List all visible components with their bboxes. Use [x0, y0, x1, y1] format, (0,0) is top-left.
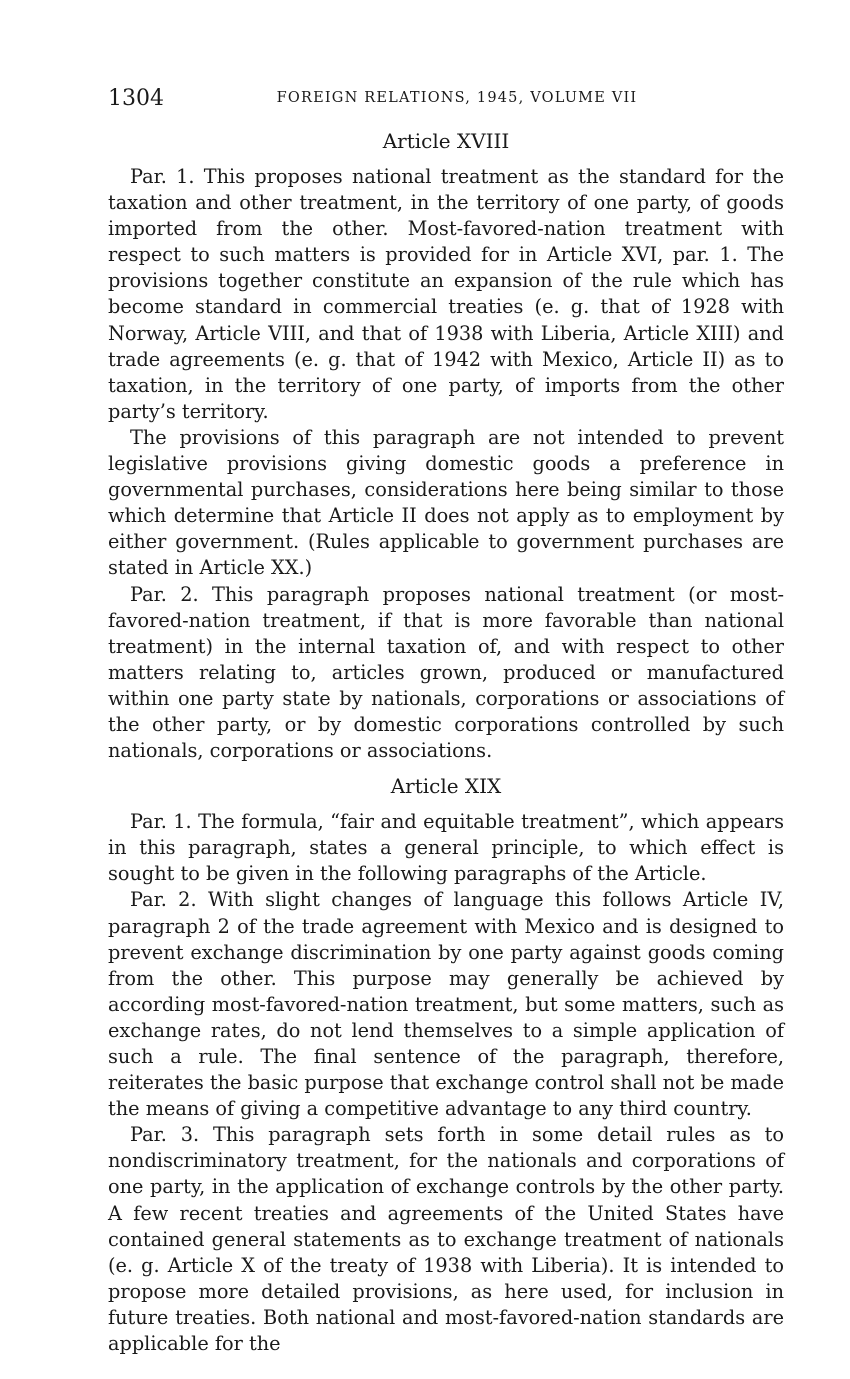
paragraph: Par. 1. The formula, “fair and equitable treatment”, which appears in this paragraph, states a general principle, to which effect is sought to be given in the following paragraphs of the Article. — [108, 810, 784, 886]
page-header — [108, 86, 784, 116]
running-head: FOREIGN RELATIONS, 1945, VOLUME VII — [276, 90, 638, 106]
paragraph: Par. 1. This proposes national treatment as the standard for the taxation and other treatment, in the territory of one party, of goods imported from the other. Most-favored-nation treatment with respect to such matters is provided for in Article XVI, par. 1. The provisions together constitute an expansion of the rule which has become standard in commercial treaties (e. g. that of 1928 with Norway, Article VIII, and that of 1938 with Liberia, Article XIII) and trade agreements (e. g. that of 1942 with Mexico, Article II) as to taxation, in the territory of one party, of imports from the other party’s territory. — [108, 165, 784, 423]
page-body — [108, 128, 784, 1357]
page-number: 1304 — [108, 86, 164, 111]
article-title: Article XIX — [390, 774, 502, 799]
paragraph: The provisions of this paragraph are not intended to prevent legislative provisions giving domestic goods a preference in governmental purchases, considerations here being similar to those which determine that Article II does not apply as to employment by either government. (Rules applicable to government purchases are stated in Article XX.) — [108, 425, 784, 580]
paragraph: Par. 3. This paragraph sets forth in some detail rules as to nondiscriminatory treatment, for the nationals and corporations of one party, in the application of exchange controls by the other party. A few recent treaties and agreements of the United States have contained general statements as to exchange treatment of nationals (e. g. Article X of the treaty of 1938 with Liberia). It is intended to propose more detailed provisions, as here used, for inclusion in future treaties. Both national and most-favored-nation standards are applicable for the — [108, 1123, 784, 1356]
paragraph: Par. 2. With slight changes of language this follows Article IV, paragraph 2 of the trade agreement with Mexico and is designed to prevent exchange discrimination by one party against goods coming from the other. This purpose may generally be achieved by according most-favored-nation treatment, but some matters, such as exchange rates, do not lend themselves to a simple application of such a rule. The final sentence of the paragraph, therefore, reiterates the basic purpose that exchange control shall not be made the means of giving a competitive advantage to any third country. — [108, 888, 784, 1121]
paragraph: Par. 2. This paragraph proposes national treatment (or most-favored-nation treatment, if that is more favorable than national treatment) in the internal taxation of, and with respect to other matters relating to, articles grown, produced or manufactured within one party state by nationals, corporations or associations of the other party, or by domestic corporations controlled by such nationals, corporations or associations. — [108, 582, 784, 763]
spacer — [108, 764, 784, 773]
article-title: Article XVIII — [382, 129, 510, 153]
